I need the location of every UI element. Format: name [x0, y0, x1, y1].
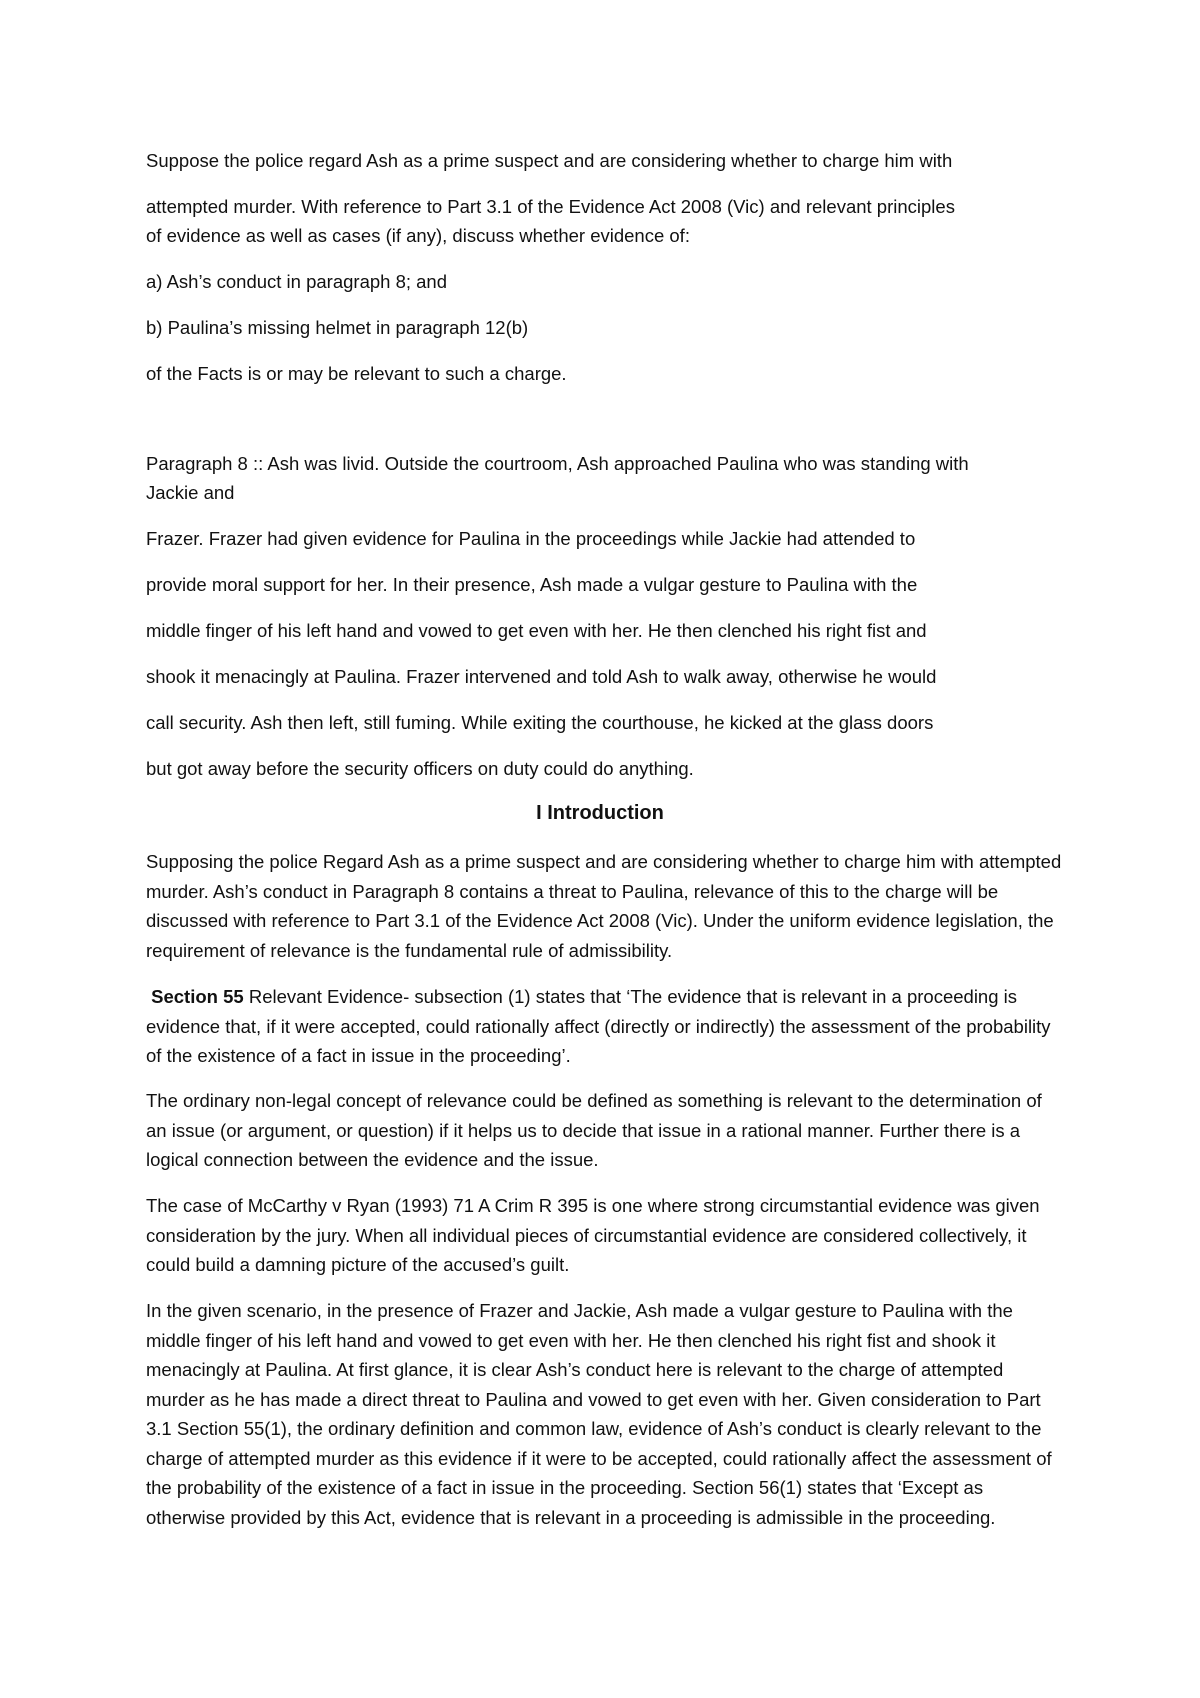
question-line-2: attempted murder. With reference to Part 3.1 of the Evidence Act 2008 (Vic) and relevant principles [146, 196, 955, 217]
intro-paragraph: Supposing the police Regard Ash as a prime suspect and are considering whether to charge him with attempted murder. Ash’s conduct in Paragraph 8 contains a threat to Paulina, relevance of this to the charge will be discussed with reference to Part 3.1 of the Evidence Act 2008 (Vic). Under the uniform evidence legislation, the requirement of relevance is the fundamental rule of admissibility. [146, 851, 1062, 961]
paragraph8-line-7: call security. Ash then left, still fuming. While exiting the courthouse, he kicked at the glass doors [146, 712, 934, 733]
question-line-1: Suppose the police regard Ash as a prime suspect and are considering whether to charge him with [146, 150, 953, 171]
section55-paragraph [146, 982, 1066, 1071]
question-item-b: b) Paulina’s missing helmet in paragraph 12(b) [146, 317, 529, 338]
section-heading: I Introduction [536, 802, 664, 824]
mccarthy-paragraph: The case of McCarthy v Ryan (1993) 71 A Crim R 395 is one where strong circumstantial evidence was given consideration by the jury. When all individual pieces of circumstantial evidence are considered collectively, it could build a damning picture of the accused’s guilt. [146, 1195, 1040, 1275]
section55-text: Relevant Evidence- subsection (1) states that ‘The evidence that is relevant in a proceeding is evidence that, if it were accepted, could rationally affect (directly or indirectly) the assessment of the probability of the existence of a fact in issue in the proceeding’. [146, 986, 1051, 1066]
question-closing: of the Facts is or may be relevant to such a charge. [146, 363, 567, 384]
ordinary-relevance-paragraph: The ordinary non-legal concept of relevance could be defined as something is relevant to the determination of an issue (or argument, or question) if it helps us to decide that issue in a rational manner. Further there is a logical connection between the evidence and the issue. [146, 1090, 1042, 1170]
paragraph8-line-8: but got away before the security officers on duty could do anything. [146, 758, 694, 779]
question-line-3: of evidence as well as cases (if any), discuss whether evidence of: [146, 225, 690, 246]
paragraph8-line-6: shook it menacingly at Paulina. Frazer intervened and told Ash to walk away, otherwise he would [146, 666, 937, 687]
paragraph8-line-2: Jackie and [146, 482, 235, 503]
section55-label: Section 55 [151, 986, 244, 1007]
paragraph8-line-1: Paragraph 8 :: Ash was livid. Outside the courtroom, Ash approached Paulina who was standing with [146, 453, 969, 474]
paragraph8-line-4: provide moral support for her. In their presence, Ash made a vulgar gesture to Paulina with the [146, 574, 918, 595]
scenario-paragraph: In the given scenario, in the presence of Frazer and Jackie, Ash made a vulgar gesture to Paulina with the middle finger of his left hand and vowed to get even with her. He then clenched his right fist and shook it menacingly at Paulina. At first glance, it is clear Ash’s conduct here is relevant to the charge of attempted murder as he has made a direct threat to Paulina and vowed to get even with her. Given consideration to Part 3.1 Section 55(1), the ordinary definition and common law, evidence of Ash’s conduct is clearly relevant to the charge of attempted murder as this evidence if it were to be accepted, could rationally affect the assessment of the probability of the existence of a fact in issue in the proceeding. Section 56(1) states that ‘Except as otherwise provided by this Act, evidence that is relevant in a proceeding is admissible in the proceeding. [146, 1300, 1052, 1528]
paragraph8-line-3: Frazer. Frazer had given evidence for Paulina in the proceedings while Jackie had attended to [146, 528, 916, 549]
paragraph8-line-5: middle finger of his left hand and vowed to get even with her. He then clenched his right fist and [146, 620, 927, 641]
question-item-a: a) Ash’s conduct in paragraph 8; and [146, 271, 448, 292]
